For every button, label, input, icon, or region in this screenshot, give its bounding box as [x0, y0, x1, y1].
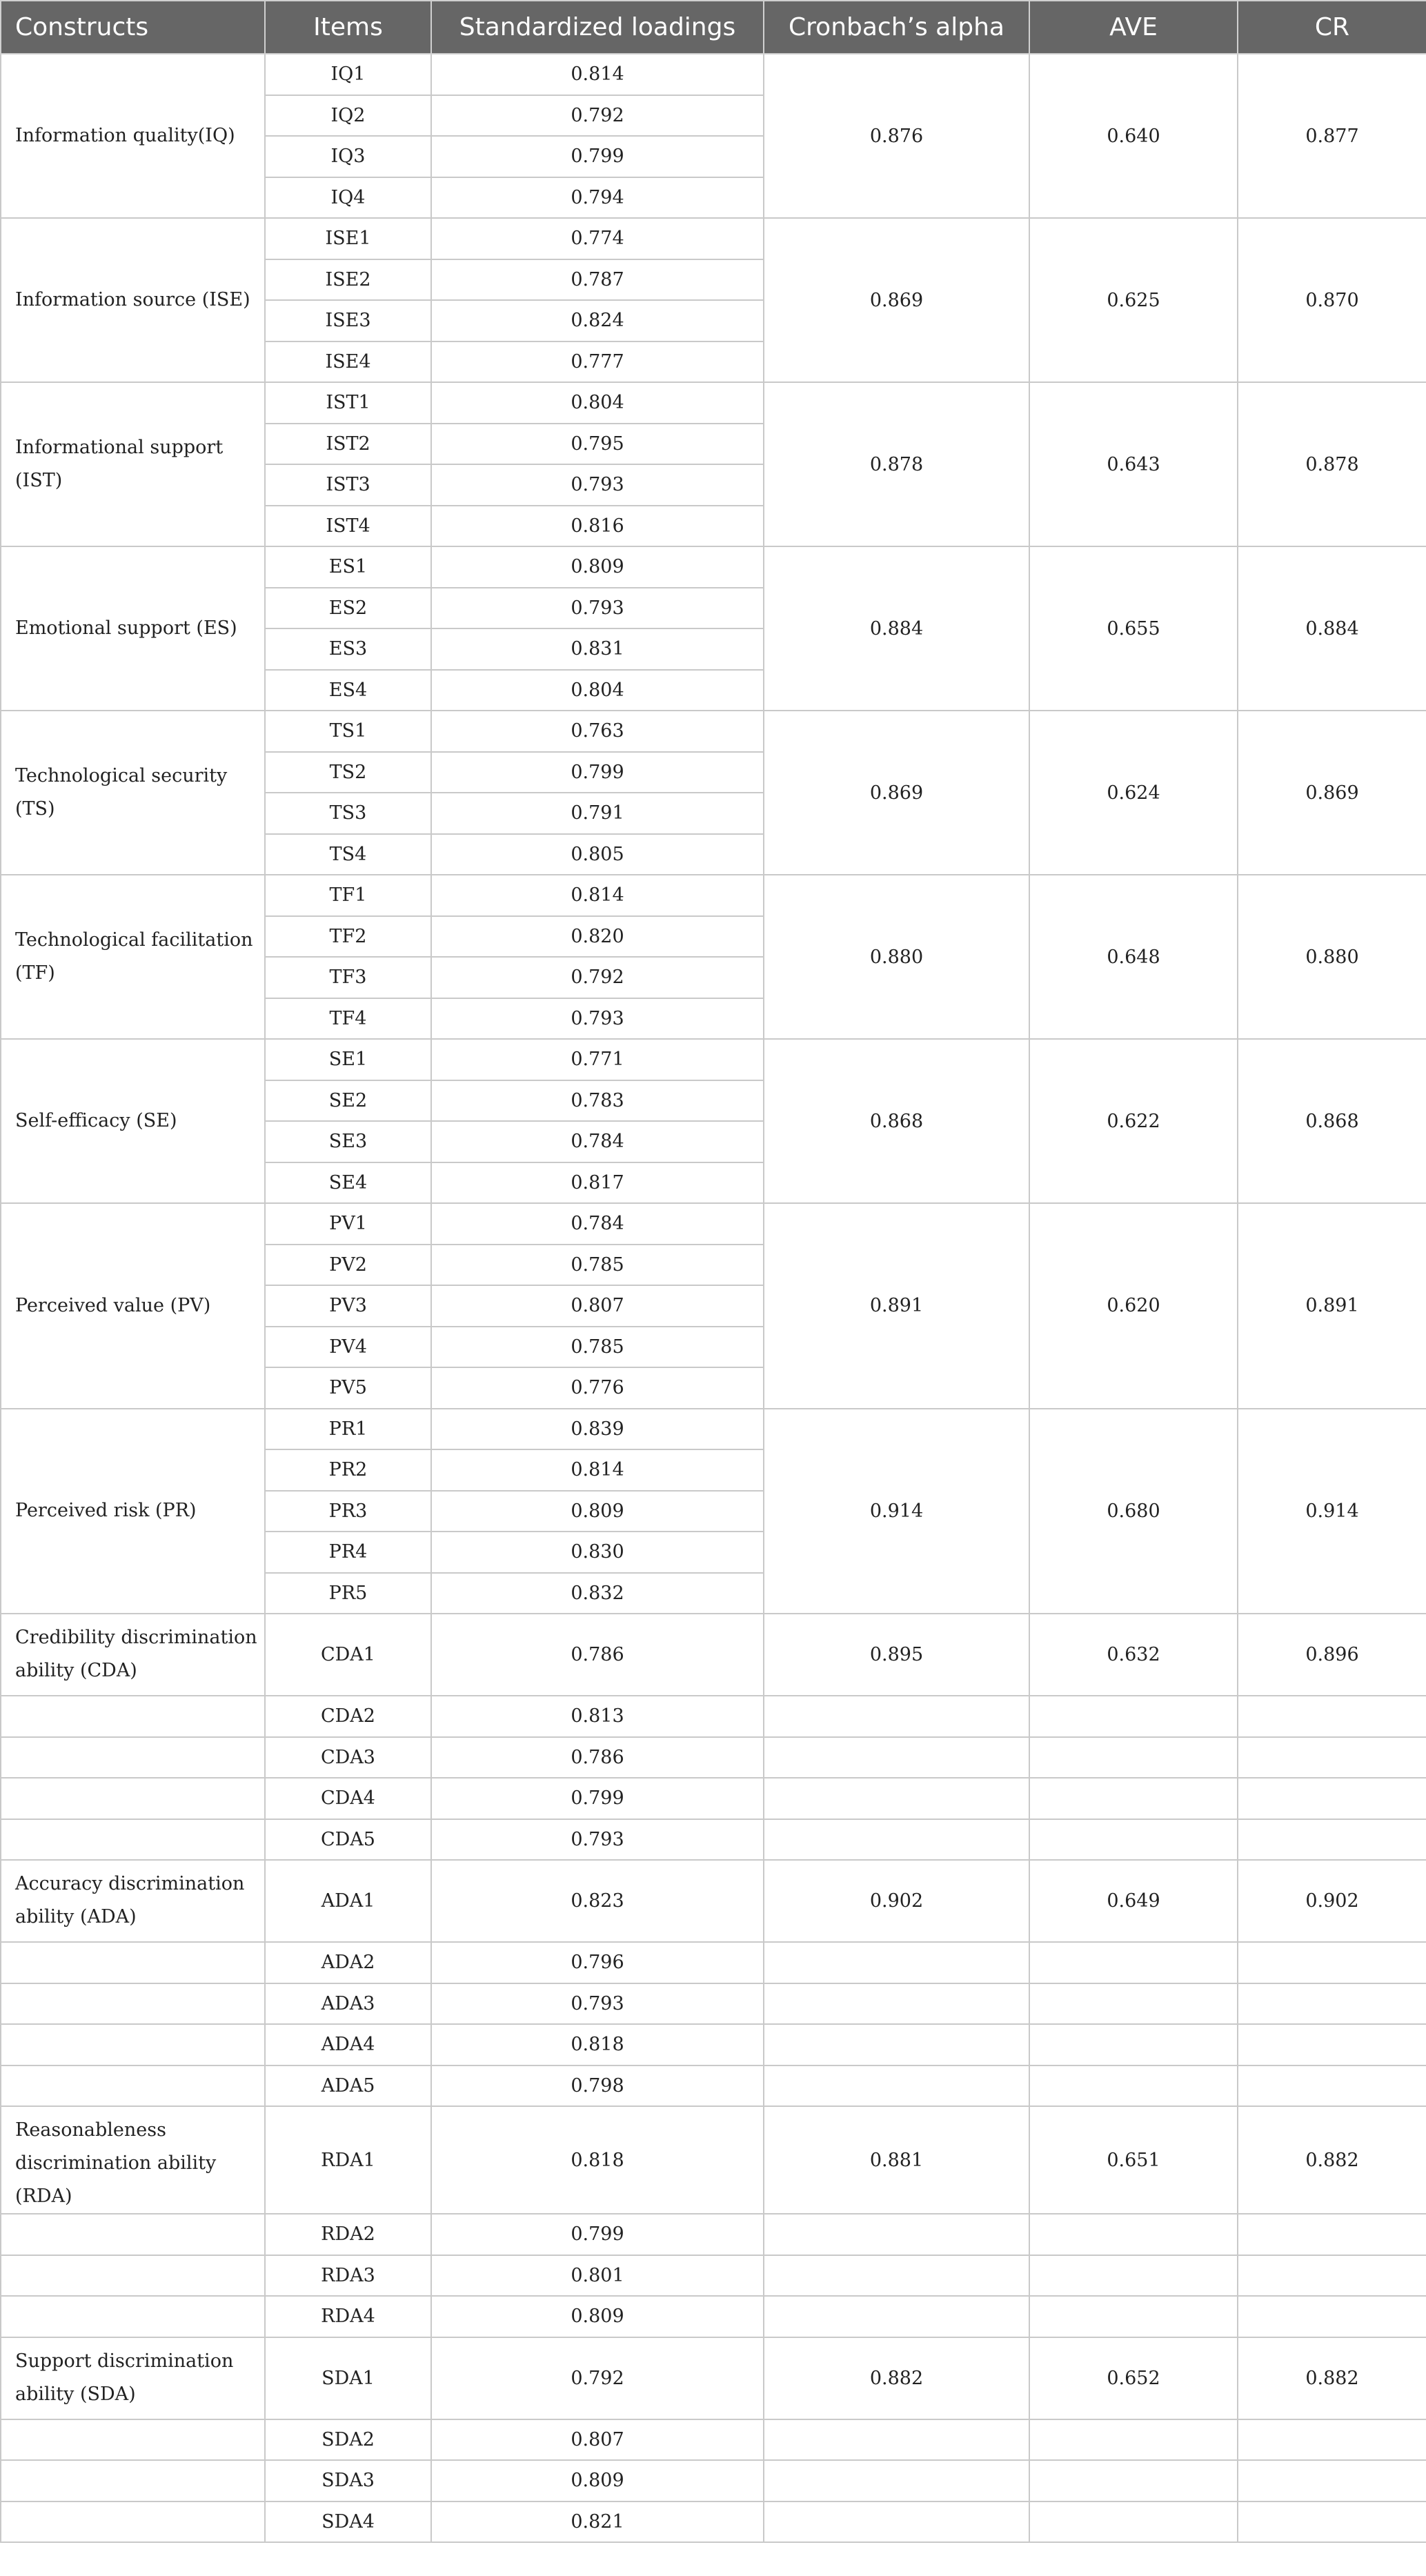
standardized-loading: 0.807	[431, 1285, 764, 1327]
standardized-loading: 0.795	[431, 424, 764, 465]
construct-name: Technological facilitation (TF)	[1, 875, 265, 1039]
empty-cell	[764, 1942, 1029, 1983]
standardized-loading: 0.792	[431, 957, 764, 998]
item-code: ES2	[265, 588, 431, 629]
table-row	[1, 2337, 1426, 2419]
standardized-loading: 0.793	[431, 588, 764, 629]
empty-cell	[1, 1696, 265, 1737]
construct-name: Reasonableness discrimination ability (RDA)	[1, 2106, 265, 2214]
table-row	[1, 711, 1426, 752]
empty-cell	[1, 1778, 265, 1819]
standardized-loading: 0.814	[431, 875, 764, 916]
empty-cell	[764, 2024, 1029, 2065]
table-row	[1, 2255, 1426, 2297]
standardized-loading: 0.809	[431, 1491, 764, 1532]
standardized-loading: 0.799	[431, 136, 764, 177]
construct-name: Perceived risk (PR)	[1, 1409, 265, 1614]
standardized-loading: 0.818	[431, 2106, 764, 2214]
item-code: CDA1	[265, 1614, 431, 1696]
header-loadings: Standardized loadings	[431, 1, 764, 54]
empty-cell	[1, 1983, 265, 2025]
item-code: ISE1	[265, 218, 431, 259]
empty-cell	[1029, 1942, 1238, 1983]
table-row	[1, 1409, 1426, 1450]
standardized-loading: 0.823	[431, 1860, 764, 1942]
item-code: SE1	[265, 1039, 431, 1080]
table-row	[1, 2065, 1426, 2107]
item-code: PR3	[265, 1491, 431, 1532]
item-code: IST3	[265, 464, 431, 506]
cronbach-alpha-value: 0.914	[764, 1409, 1029, 1614]
empty-cell	[1, 2065, 265, 2107]
standardized-loading: 0.796	[431, 1942, 764, 1983]
item-code: SE3	[265, 1121, 431, 1162]
item-code: PR2	[265, 1449, 431, 1491]
ave-value: 0.652	[1029, 2337, 1238, 2419]
standardized-loading: 0.793	[431, 1819, 764, 1861]
cronbach-alpha-value: 0.869	[764, 218, 1029, 382]
empty-cell	[764, 2419, 1029, 2461]
item-code: PV5	[265, 1367, 431, 1409]
standardized-loading: 0.793	[431, 1983, 764, 2025]
empty-cell	[1238, 1696, 1426, 1737]
item-code: ADA5	[265, 2065, 431, 2107]
table-row	[1, 2419, 1426, 2461]
item-code: RDA4	[265, 2296, 431, 2337]
table-row	[1, 2214, 1426, 2255]
item-code: PV4	[265, 1327, 431, 1368]
empty-cell	[764, 1737, 1029, 1779]
table-row	[1, 875, 1426, 916]
cronbach-alpha-value: 0.884	[764, 546, 1029, 711]
item-code: PR4	[265, 1532, 431, 1573]
construct-name: Technological security (TS)	[1, 711, 265, 875]
empty-cell	[1238, 1942, 1426, 1983]
standardized-loading: 0.799	[431, 1778, 764, 1819]
empty-cell	[1, 1737, 265, 1779]
empty-cell	[764, 1696, 1029, 1737]
table-row	[1, 546, 1426, 588]
construct-name: Emotional support (ES)	[1, 546, 265, 711]
cronbach-alpha-value: 0.868	[764, 1039, 1029, 1203]
standardized-loading: 0.776	[431, 1367, 764, 1409]
cr-value: 0.877	[1238, 54, 1426, 218]
ave-value: 0.640	[1029, 54, 1238, 218]
cronbach-alpha-value: 0.880	[764, 875, 1029, 1039]
item-code: TF1	[265, 875, 431, 916]
item-code: IST2	[265, 424, 431, 465]
table-row	[1, 1983, 1426, 2025]
item-code: IQ2	[265, 95, 431, 137]
header-row	[1, 1, 1426, 54]
construct-name: Self-efficacy (SE)	[1, 1039, 265, 1203]
cr-value: 0.902	[1238, 1860, 1426, 1942]
item-code: ISE2	[265, 259, 431, 301]
ave-value: 0.625	[1029, 218, 1238, 382]
empty-cell	[1, 2501, 265, 2543]
standardized-loading: 0.813	[431, 1696, 764, 1737]
ave-value: 0.622	[1029, 1039, 1238, 1203]
standardized-loading: 0.801	[431, 2255, 764, 2297]
standardized-loading: 0.763	[431, 711, 764, 752]
cronbach-alpha-value: 0.878	[764, 382, 1029, 546]
item-code: TF2	[265, 916, 431, 958]
construct-name: Support discrimination ability (SDA)	[1, 2337, 265, 2419]
item-code: IST1	[265, 382, 431, 424]
item-code: SE4	[265, 1162, 431, 1204]
item-code: SDA3	[265, 2460, 431, 2501]
empty-cell	[1029, 2214, 1238, 2255]
header-items: Items	[265, 1, 431, 54]
construct-name: Informational support (IST)	[1, 382, 265, 546]
empty-cell	[1, 2296, 265, 2337]
empty-cell	[1029, 2501, 1238, 2543]
table-header	[1, 1, 1426, 54]
cr-value: 0.882	[1238, 2106, 1426, 2214]
empty-cell	[1029, 2255, 1238, 2297]
standardized-loading: 0.787	[431, 259, 764, 301]
standardized-loading: 0.820	[431, 916, 764, 958]
standardized-loading: 0.777	[431, 341, 764, 383]
standardized-loading: 0.830	[431, 1532, 764, 1573]
empty-cell	[764, 2255, 1029, 2297]
item-code: PR5	[265, 1573, 431, 1614]
cr-value: 0.870	[1238, 218, 1426, 382]
cr-value: 0.914	[1238, 1409, 1426, 1614]
empty-cell	[1238, 1819, 1426, 1861]
standardized-loading: 0.817	[431, 1162, 764, 1204]
table-row	[1, 1860, 1426, 1942]
cr-value: 0.884	[1238, 546, 1426, 711]
construct-name: Credibility discrimination ability (CDA)	[1, 1614, 265, 1696]
cronbach-alpha-value: 0.876	[764, 54, 1029, 218]
cr-value: 0.882	[1238, 2337, 1426, 2419]
item-code: ES1	[265, 546, 431, 588]
standardized-loading: 0.793	[431, 464, 764, 506]
empty-cell	[1238, 2460, 1426, 2501]
item-code: SDA1	[265, 2337, 431, 2419]
table-row	[1, 2106, 1426, 2214]
empty-cell	[1, 2419, 265, 2461]
construct-name: Perceived value (PV)	[1, 1203, 265, 1409]
empty-cell	[1, 1942, 265, 1983]
standardized-loading: 0.804	[431, 382, 764, 424]
item-code: ES4	[265, 670, 431, 711]
empty-cell	[764, 2501, 1029, 2543]
table-row	[1, 2460, 1426, 2501]
standardized-loading: 0.824	[431, 300, 764, 341]
standardized-loading: 0.792	[431, 95, 764, 137]
table-row	[1, 1942, 1426, 1983]
empty-cell	[1238, 2419, 1426, 2461]
standardized-loading: 0.783	[431, 1080, 764, 1122]
item-code: RDA2	[265, 2214, 431, 2255]
standardized-loading: 0.784	[431, 1203, 764, 1245]
standardized-loading: 0.814	[431, 1449, 764, 1491]
empty-cell	[1029, 1778, 1238, 1819]
standardized-loading: 0.809	[431, 546, 764, 588]
ave-value: 0.680	[1029, 1409, 1238, 1614]
standardized-loading: 0.786	[431, 1614, 764, 1696]
construct-name: Information source (ISE)	[1, 218, 265, 382]
empty-cell	[1, 2214, 265, 2255]
construct-name: Accuracy discrimination ability (ADA)	[1, 1860, 265, 1942]
cronbach-alpha-value: 0.882	[764, 2337, 1029, 2419]
standardized-loading: 0.809	[431, 2296, 764, 2337]
header-cronbach-alpha: Cronbach’s alpha	[764, 1, 1029, 54]
cr-value: 0.896	[1238, 1614, 1426, 1696]
empty-cell	[1029, 2024, 1238, 2065]
item-code: ADA4	[265, 2024, 431, 2065]
table-row	[1, 1778, 1426, 1819]
standardized-loading: 0.818	[431, 2024, 764, 2065]
ave-value: 0.648	[1029, 875, 1238, 1039]
ave-value: 0.643	[1029, 382, 1238, 546]
empty-cell	[1029, 2296, 1238, 2337]
header-cr: CR	[1238, 1, 1426, 54]
item-code: ISE3	[265, 300, 431, 341]
item-code: CDA4	[265, 1778, 431, 1819]
ave-value: 0.620	[1029, 1203, 1238, 1409]
item-code: ISE4	[265, 341, 431, 383]
item-code: CDA3	[265, 1737, 431, 1779]
item-code: PR1	[265, 1409, 431, 1450]
item-code: IST4	[265, 506, 431, 547]
empty-cell	[1029, 1819, 1238, 1861]
item-code: RDA3	[265, 2255, 431, 2297]
empty-cell	[764, 2296, 1029, 2337]
empty-cell	[1238, 2501, 1426, 2543]
table-row	[1, 218, 1426, 259]
item-code: RDA1	[265, 2106, 431, 2214]
item-code: PV1	[265, 1203, 431, 1245]
standardized-loading: 0.807	[431, 2419, 764, 2461]
item-code: TS1	[265, 711, 431, 752]
item-code: TS2	[265, 752, 431, 793]
standardized-loading: 0.814	[431, 54, 764, 95]
cronbach-alpha-value: 0.881	[764, 2106, 1029, 2214]
empty-cell	[1029, 2460, 1238, 2501]
empty-cell	[1238, 1983, 1426, 2025]
ave-value: 0.651	[1029, 2106, 1238, 2214]
table-row	[1, 382, 1426, 424]
table-row	[1, 1696, 1426, 1737]
cr-value: 0.868	[1238, 1039, 1426, 1203]
cronbach-alpha-value: 0.891	[764, 1203, 1029, 1409]
empty-cell	[764, 1983, 1029, 2025]
empty-cell	[764, 1778, 1029, 1819]
table-row	[1, 2296, 1426, 2337]
cronbach-alpha-value: 0.869	[764, 711, 1029, 875]
table-body	[1, 54, 1426, 2542]
standardized-loading: 0.839	[431, 1409, 764, 1450]
standardized-loading: 0.804	[431, 670, 764, 711]
table-row	[1, 1819, 1426, 1861]
item-code: IQ3	[265, 136, 431, 177]
standardized-loading: 0.793	[431, 998, 764, 1040]
empty-cell	[1238, 1737, 1426, 1779]
cronbach-alpha-value: 0.895	[764, 1614, 1029, 1696]
standardized-loading: 0.821	[431, 2501, 764, 2543]
standardized-loading: 0.791	[431, 793, 764, 834]
table-row	[1, 1737, 1426, 1779]
standardized-loading: 0.798	[431, 2065, 764, 2107]
item-code: ADA1	[265, 1860, 431, 1942]
header-ave: AVE	[1029, 1, 1238, 54]
ave-value: 0.624	[1029, 711, 1238, 875]
item-code: CDA2	[265, 1696, 431, 1737]
empty-cell	[1238, 2065, 1426, 2107]
empty-cell	[1, 2255, 265, 2297]
empty-cell	[1238, 2214, 1426, 2255]
standardized-loading: 0.805	[431, 834, 764, 875]
empty-cell	[764, 2065, 1029, 2107]
empty-cell	[1238, 2255, 1426, 2297]
table-row	[1, 1614, 1426, 1696]
cr-value: 0.891	[1238, 1203, 1426, 1409]
item-code: ADA2	[265, 1942, 431, 1983]
empty-cell	[1029, 2065, 1238, 2107]
standardized-loading: 0.771	[431, 1039, 764, 1080]
standardized-loading: 0.786	[431, 1737, 764, 1779]
empty-cell	[764, 2460, 1029, 2501]
item-code: PV2	[265, 1245, 431, 1286]
cr-value: 0.880	[1238, 875, 1426, 1039]
item-code: TS4	[265, 834, 431, 875]
empty-cell	[1029, 1737, 1238, 1779]
ave-value: 0.649	[1029, 1860, 1238, 1942]
header-constructs: Constructs	[1, 1, 265, 54]
standardized-loading: 0.831	[431, 628, 764, 670]
empty-cell	[764, 2214, 1029, 2255]
table-row	[1, 2501, 1426, 2543]
item-code: SDA2	[265, 2419, 431, 2461]
standardized-loading: 0.785	[431, 1245, 764, 1286]
empty-cell	[1029, 1696, 1238, 1737]
empty-cell	[1238, 2024, 1426, 2065]
standardized-loading: 0.774	[431, 218, 764, 259]
item-code: ADA3	[265, 1983, 431, 2025]
cr-value: 0.878	[1238, 382, 1426, 546]
standardized-loading: 0.799	[431, 2214, 764, 2255]
table-row	[1, 1039, 1426, 1080]
table-row	[1, 2024, 1426, 2065]
table-row	[1, 54, 1426, 95]
item-code: IQ1	[265, 54, 431, 95]
standardized-loading: 0.792	[431, 2337, 764, 2419]
ave-value: 0.632	[1029, 1614, 1238, 1696]
item-code: SDA4	[265, 2501, 431, 2543]
item-code: TF4	[265, 998, 431, 1040]
cr-value: 0.869	[1238, 711, 1426, 875]
empty-cell	[1, 2024, 265, 2065]
standardized-loading: 0.799	[431, 752, 764, 793]
empty-cell	[1029, 1983, 1238, 2025]
empty-cell	[1, 2460, 265, 2501]
item-code: ES3	[265, 628, 431, 670]
table-row	[1, 1203, 1426, 1245]
empty-cell	[1, 1819, 265, 1861]
item-code: IQ4	[265, 177, 431, 219]
ave-value: 0.655	[1029, 546, 1238, 711]
standardized-loading: 0.785	[431, 1327, 764, 1368]
construct-name: Information quality(IQ)	[1, 54, 265, 218]
standardized-loading: 0.816	[431, 506, 764, 547]
empty-cell	[764, 1819, 1029, 1861]
standardized-loading: 0.809	[431, 2460, 764, 2501]
standardized-loading: 0.784	[431, 1121, 764, 1162]
item-code: SE2	[265, 1080, 431, 1122]
cronbach-alpha-value: 0.902	[764, 1860, 1029, 1942]
empty-cell	[1238, 1778, 1426, 1819]
standardized-loading: 0.794	[431, 177, 764, 219]
standardized-loading: 0.832	[431, 1573, 764, 1614]
empty-cell	[1238, 2296, 1426, 2337]
item-code: TS3	[265, 793, 431, 834]
item-code: PV3	[265, 1285, 431, 1327]
item-code: CDA5	[265, 1819, 431, 1861]
empty-cell	[1029, 2419, 1238, 2461]
item-code: TF3	[265, 957, 431, 998]
